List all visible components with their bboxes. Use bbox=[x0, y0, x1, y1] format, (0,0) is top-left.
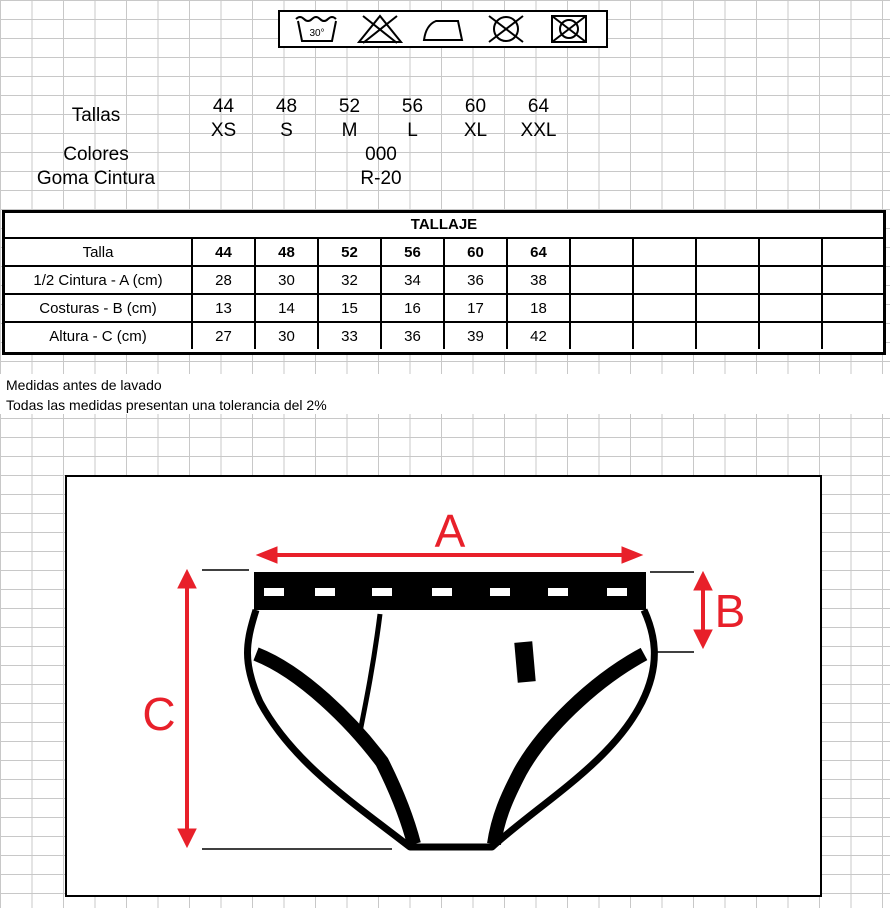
empty-cell bbox=[822, 322, 884, 349]
size-letter: L bbox=[407, 120, 418, 141]
table-cell: 27 bbox=[192, 322, 255, 349]
note-tolerance: Todas las medidas presentan una tolerancia del 2% bbox=[6, 397, 327, 413]
label-a: A bbox=[434, 505, 466, 557]
table-row bbox=[5, 239, 884, 266]
table-cell: 56 bbox=[381, 239, 444, 266]
table-cell: 18 bbox=[507, 294, 570, 322]
empty-cell bbox=[696, 266, 759, 294]
size-numeric: 44 bbox=[212, 96, 235, 117]
tallaje-grid bbox=[5, 239, 884, 349]
empty-cell bbox=[696, 239, 759, 266]
size-letter: XXL bbox=[520, 120, 557, 141]
table-cell: 28 bbox=[192, 266, 255, 294]
table-cell: 14 bbox=[255, 294, 318, 322]
empty-cell bbox=[633, 266, 696, 294]
size-numeric: 52 bbox=[338, 96, 361, 117]
care-instructions bbox=[278, 10, 608, 48]
table-cell: 34 bbox=[381, 266, 444, 294]
table-cell: 15 bbox=[318, 294, 381, 322]
empty-cell bbox=[570, 294, 633, 322]
tallaje-table bbox=[2, 210, 886, 355]
size-letter: M bbox=[341, 120, 358, 141]
table-cell: 48 bbox=[255, 239, 318, 266]
table-row bbox=[5, 322, 884, 349]
goma-cintura-label: Goma Cintura bbox=[36, 168, 156, 189]
empty-cell bbox=[570, 266, 633, 294]
table-cell: 30 bbox=[255, 322, 318, 349]
table-cell: 36 bbox=[444, 266, 507, 294]
table-cell: 42 bbox=[507, 322, 570, 349]
label-c: C bbox=[142, 688, 176, 740]
table-row bbox=[5, 266, 884, 294]
table-cell: 36 bbox=[381, 322, 444, 349]
table-cell: 30 bbox=[255, 266, 318, 294]
row-label: 1/2 Cintura - A (cm) bbox=[5, 266, 192, 294]
table-row bbox=[5, 294, 884, 322]
tallaje-title: TALLAJE bbox=[5, 213, 883, 239]
row-label: Altura - C (cm) bbox=[5, 322, 192, 349]
sizes-letter-row bbox=[192, 119, 570, 143]
table-cell: 13 bbox=[192, 294, 255, 322]
table-cell: 44 bbox=[192, 239, 255, 266]
empty-cell bbox=[822, 294, 884, 322]
empty-cell bbox=[822, 239, 884, 266]
table-cell: 33 bbox=[318, 322, 381, 349]
size-numeric: 56 bbox=[401, 96, 424, 117]
no-tumble-dry-icon bbox=[481, 13, 531, 45]
tallas-label: Tallas bbox=[71, 105, 121, 126]
empty-cell bbox=[822, 266, 884, 294]
empty-cell bbox=[759, 322, 822, 349]
empty-cell bbox=[696, 322, 759, 349]
empty-cell bbox=[759, 294, 822, 322]
iron-icon bbox=[418, 13, 468, 45]
size-letter: XS bbox=[210, 120, 237, 141]
row-label: Talla bbox=[5, 239, 192, 266]
brief-diagram bbox=[67, 477, 820, 895]
table-cell: 38 bbox=[507, 266, 570, 294]
empty-cell bbox=[633, 239, 696, 266]
measurement-diagram-frame bbox=[65, 475, 822, 897]
table-cell: 17 bbox=[444, 294, 507, 322]
table-cell: 16 bbox=[381, 294, 444, 322]
empty-cell bbox=[570, 239, 633, 266]
wash-temp-text: 30° bbox=[309, 28, 325, 39]
note-before-wash: Medidas antes de lavado bbox=[6, 377, 162, 393]
row-label: Costuras - B (cm) bbox=[5, 294, 192, 322]
colores-value: 000 bbox=[365, 144, 397, 165]
size-letter: XL bbox=[463, 120, 488, 141]
empty-cell bbox=[633, 294, 696, 322]
empty-cell bbox=[759, 239, 822, 266]
table-cell: 64 bbox=[507, 239, 570, 266]
no-dry-clean-icon bbox=[544, 13, 594, 45]
colores-label: Colores bbox=[63, 144, 129, 165]
empty-cell bbox=[633, 322, 696, 349]
table-cell: 32 bbox=[318, 266, 381, 294]
size-numeric: 64 bbox=[527, 96, 550, 117]
empty-cell bbox=[570, 322, 633, 349]
size-numeric: 60 bbox=[464, 96, 487, 117]
empty-cell bbox=[696, 294, 759, 322]
label-b: B bbox=[714, 585, 746, 637]
table-cell: 39 bbox=[444, 322, 507, 349]
table-cell: 60 bbox=[444, 239, 507, 266]
sizes-numeric-row bbox=[192, 95, 570, 119]
wash-30-icon bbox=[292, 13, 342, 45]
goma-cintura-value: R-20 bbox=[360, 168, 402, 189]
empty-cell bbox=[759, 266, 822, 294]
size-numeric: 48 bbox=[275, 96, 298, 117]
size-letter: S bbox=[280, 120, 293, 141]
table-cell: 52 bbox=[318, 239, 381, 266]
no-bleach-icon bbox=[355, 13, 405, 45]
